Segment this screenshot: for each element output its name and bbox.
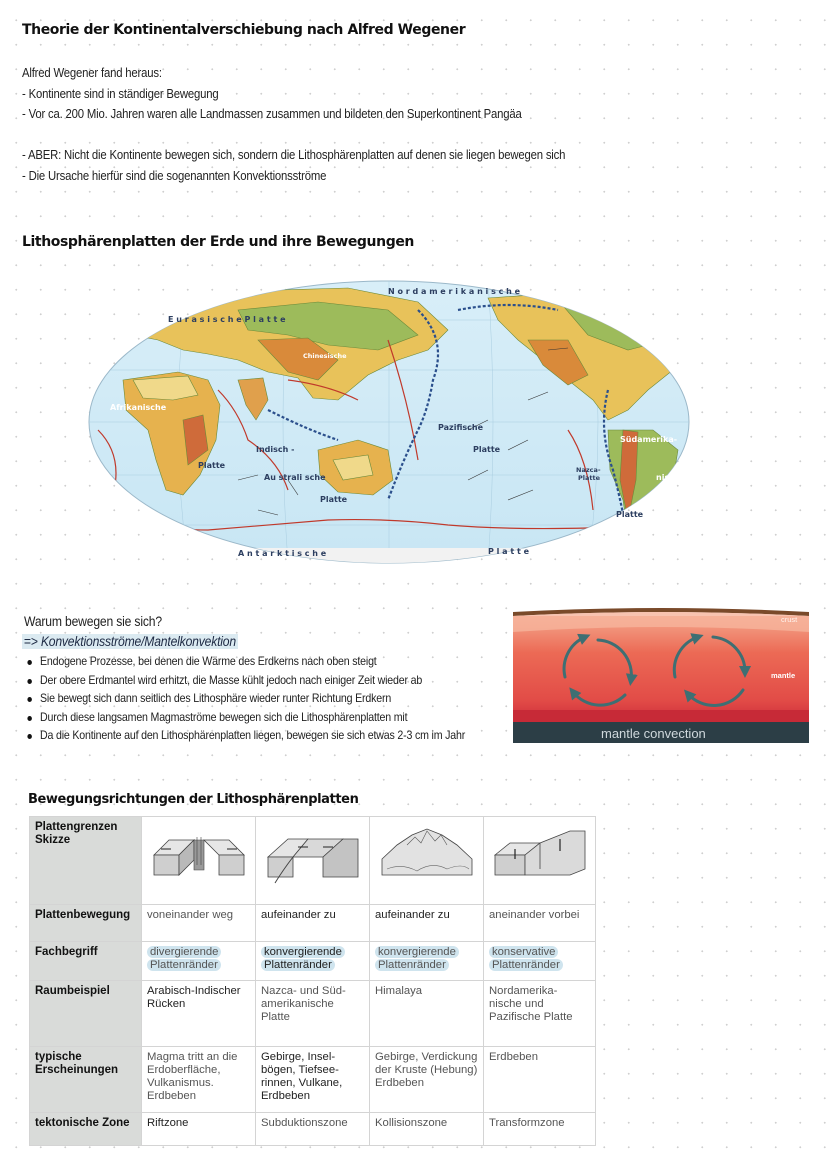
wegener-notes: [22, 66, 565, 189]
bullet-item: Da die Kontinente auf den Lithosphärenplatten liegen, bewegen sie sich etwas 2-3 cm im Jahr: [22, 728, 465, 747]
map-label-eurasisch: E u r a s i s c h e P l a t t e: [168, 315, 286, 324]
divergent-sketch-icon: [149, 825, 249, 885]
map-label-platte-sa: Platte: [616, 510, 644, 519]
why-answer-wrap: [22, 634, 238, 649]
term-marker: divergierende Plattenränder: [147, 946, 221, 971]
table-cell: Gebirge, Insel-bögen, Tiefsee-rinnen, Vulkane, Erdbeben: [256, 1047, 370, 1113]
map-label-nordamerika: N o r d a m e r i k a n i s c h e: [388, 287, 521, 296]
section-title-plates: Lithosphärenplatten der Erde und ihre Bewegungen: [22, 234, 414, 250]
note-line: - Die Ursache hierfür sind die sogenannten Konvektionsströme: [22, 168, 327, 183]
world-plate-map: [88, 280, 690, 564]
convection-bullets: [22, 654, 465, 747]
map-label-australische: Au strali sche: [264, 473, 326, 482]
table-cell: Nordamerika-nische und Pazifische Platte: [484, 981, 596, 1047]
map-label-nazca-platte: Platte: [578, 474, 601, 482]
map-label-platte-ant: P l a t t e: [488, 547, 530, 556]
plate-boundaries-table: [29, 816, 596, 1146]
table-row: [30, 905, 596, 942]
section-title-movements: Bewegungsrichtungen der Lithosphärenplatten: [28, 792, 359, 807]
note-line: - Vor ca. 200 Mio. Jahren waren alle Landmassen zusammen und bildeten den Superkontinent Pangäa: [22, 107, 522, 121]
transform-sketch-icon: [490, 825, 590, 885]
mantle-convection-diagram: [513, 592, 809, 743]
crust-label: crust: [781, 615, 798, 624]
table-cell: Kollisionszone: [370, 1113, 484, 1146]
collision-sketch-icon: [377, 825, 477, 885]
bullet-item: Durch diese langsamen Magmaströme bewegen sich die Lithosphärenplatten mit: [22, 710, 465, 729]
bullet-item: Sie bewegt sich dann seitlich des Lithosphäre wieder runter Richtung Erdkern: [22, 691, 465, 710]
row-header: Raumbeispiel: [30, 981, 142, 1047]
sketch-subduction: [256, 817, 370, 905]
note-line: Alfred Wegener fand heraus:: [22, 66, 162, 80]
table-cell: Nazca- und Süd-amerikanische Platte: [256, 981, 370, 1047]
table-cell: aufeinander zu: [370, 905, 484, 942]
table-cell: Transformzone: [484, 1113, 596, 1146]
table-cell: Gebirge, Verdickung der Kruste (Hebung) Erdbeben: [370, 1047, 484, 1113]
why-question: Warum bewegen sie sich?: [24, 614, 162, 629]
map-label-nazca: Nazca-: [576, 466, 601, 474]
map-label-platte-pa: Platte: [473, 445, 501, 454]
table-row: [30, 1047, 596, 1113]
row-header: typische Erscheinungen: [30, 1047, 142, 1113]
sketch-collision: [370, 817, 484, 905]
bullet-item: Endogene Prozesse, bei denen die Wärme des Erdkerns nach oben steigt: [22, 654, 465, 673]
map-label-pazifische: Pazifische: [438, 423, 483, 432]
table-cell: aneinander vorbei: [484, 905, 596, 942]
map-label-chinesische: Chinesische: [303, 352, 347, 360]
table-cell: Subduktionszone: [256, 1113, 370, 1146]
section-title-wegener: Theorie der Kontinentalverschiebung nach Alfred Wegener: [22, 22, 466, 38]
why-answer: => Konvektionsströme/Mantelkonvektion: [23, 634, 236, 649]
table-cell: voneinander weg: [142, 905, 256, 942]
note-line: - Kontinente sind in ständiger Bewegung: [22, 86, 219, 101]
table-cell: [142, 942, 256, 981]
term-marker: konservative Plattenränder: [489, 946, 563, 971]
map-label-platte-af: Platte: [198, 461, 226, 470]
table-cell: Erdbeben: [484, 1047, 596, 1113]
table-cell: Magma tritt an die Erdoberfläche, Vulkanismus. Erdbeben: [142, 1047, 256, 1113]
header-line: Plattengrenzen: [35, 821, 118, 833]
row-header: Plattenbewegung: [30, 905, 142, 942]
note-line: - ABER: Nicht die Kontinente bewegen sich, sondern die Lithosphärenplatten auf denen sie liegen bewegen sich: [22, 148, 566, 162]
map-label-afrikanische: Afrikanische: [110, 403, 167, 412]
map-label-indisch: Indisch -: [256, 445, 295, 454]
table-cell: Himalaya: [370, 981, 484, 1047]
table-cell: [256, 942, 370, 981]
table-row: [30, 942, 596, 981]
header-line: Skizze: [35, 834, 71, 846]
table-row: [30, 1113, 596, 1146]
table-cell: [370, 942, 484, 981]
term-marker: konvergierende Plattenränder: [261, 946, 345, 971]
row-header: Fachbegriff: [30, 942, 142, 981]
map-label-nische: nische: [656, 473, 686, 482]
row-header: tektonische Zone: [30, 1113, 142, 1146]
table-cell: Riftzone: [142, 1113, 256, 1146]
note-line: [22, 128, 565, 149]
table-row: [30, 817, 596, 905]
bullet-item: Der obere Erdmantel wird erhitzt, die Masse kühlt jedoch nach einiger Zeit wieder ab: [22, 673, 465, 692]
subduction-sketch-icon: [263, 825, 363, 885]
map-label-suedamerika: Südamerika-: [620, 435, 678, 444]
diagram-caption: mantle convection: [601, 726, 706, 741]
map-label-antarktische: A n t a r k t i s c h e: [238, 549, 327, 558]
table-cell: [484, 942, 596, 981]
sketch-divergent: [142, 817, 256, 905]
sketch-transform: [484, 817, 596, 905]
table-row: [30, 981, 596, 1047]
row-header: [30, 817, 142, 905]
term-marker: konvergierende Plattenränder: [375, 946, 459, 971]
mantle-label: mantle: [771, 671, 796, 680]
table-cell: Arabisch-Indischer Rücken: [142, 981, 256, 1047]
table-cell: aufeinander zu: [256, 905, 370, 942]
map-label-platte-au: Platte: [320, 495, 348, 504]
